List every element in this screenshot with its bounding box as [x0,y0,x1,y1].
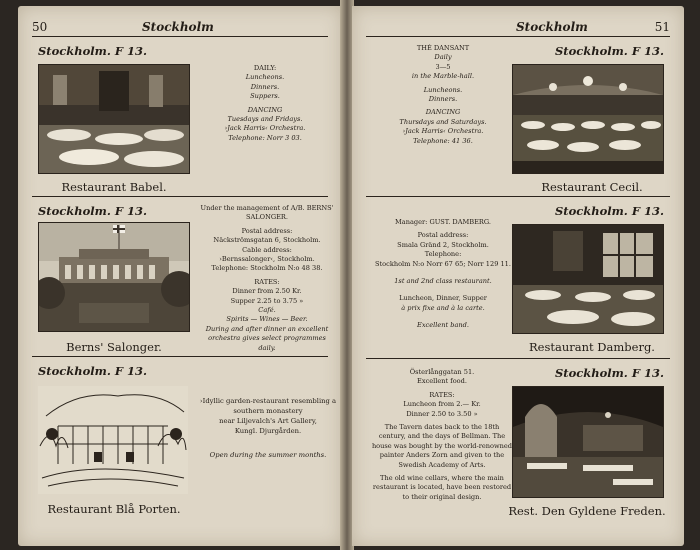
detail-line: Telephone: [424,250,462,259]
detail-line: Spirits — Wines — Beer. [226,315,308,324]
detail-line: Excellent food. [417,377,467,386]
detail-line: Tuesdays and Fridays. [227,115,303,124]
detail-line: Kungl. Djurgården. [234,427,302,435]
detail-line: Supper 2.25 to 3.75 » [230,296,304,305]
detail-line: Suppers. [250,92,280,101]
detail-line: Cable address: [242,245,292,254]
city-label: Stockholm. F 13. [554,204,664,218]
detail-line: near Liljevalch's Art Gallery, [219,417,317,425]
detail-line: SALONGER. [246,213,288,222]
detail-line: DANCING [247,105,283,114]
detail-line: RATES: [429,390,455,399]
detail-line: Manager: GUST. DAMBERG. [395,218,491,226]
restaurant-name: Berns' Salonger. [66,340,162,354]
restaurant-name: Restaurant Damberg. [529,340,655,354]
page-number: 50 [32,20,48,34]
entry-restaurant-bla-porten [32,358,337,520]
restaurant-name: Restaurant Blå Porten. [47,502,181,516]
detail-line: 1st and 2nd class restaurant. [394,277,492,286]
entry-restaurant-damberg [366,198,670,359]
left-page-header [32,20,328,37]
entry-details [202,64,328,143]
entry-details [374,44,512,146]
page-number: 51 [654,20,670,34]
detail-line: Luncheons. [423,85,463,94]
detail-line: restaurant is located, have been restored [372,483,512,492]
detail-line: ›Jack Harris‹ Orchestra. [402,127,484,136]
detail-line: DAILY: [253,64,277,72]
detail-line: century, and the days of Bellman. The [378,432,506,441]
detail-line: Thursdays and Saturdays. [399,117,487,126]
detail-line: Luncheon, Dinner, Supper [399,294,487,303]
detail-line: à prix fixe and à la carte. [401,303,485,312]
detail-line: Under the management of A/B. BERNS' [200,204,334,212]
entry-den-gyldene-freden [366,360,670,522]
detail-line: painter Anders Zorn and given to the [379,451,505,460]
detail-line: daily. [258,343,276,352]
detail-line: orchestra gives select programmes [208,334,326,343]
detail-line: ›Bernssalonger‹, Stockholm. [219,255,315,264]
detail-line: Luncheons. [245,73,285,82]
marble-hall-photo [512,64,664,174]
entry-details [194,204,340,353]
city-label: Stockholm. F 13. [554,366,664,380]
running-head: Stockholm [516,20,588,34]
running-head: Stockholm [142,20,214,34]
detail-line: THÉ DANSANT [416,44,470,52]
detail-line: DANCING [425,108,461,117]
detail-line: Excellent band. [417,321,469,330]
detail-line: The old wine cellars, where the main [380,474,504,483]
restaurant-name: Rest. Den Gyldene Freden. [508,504,666,518]
detail-line: Telephone: Norr 3 03. [228,133,302,142]
dining-hall-photo [38,64,190,174]
detail-line: Österlånggatan 51. [409,368,475,376]
detail-line: Dinner 2.50 to 3.50 » [406,409,478,418]
detail-line: Postal address: [417,231,469,240]
detail-line: 3—5 [435,62,451,71]
detail-line: Dinners. [428,95,458,104]
detail-line: Open during the summer months. [209,451,327,459]
detail-line: Telephone: Stockholm N:o 48 38. [211,264,323,273]
detail-line: Stockholm N:o Norr 67 65; Norr 129 11. [375,259,511,268]
entry-restaurant-babel [32,38,328,197]
entry-details [368,218,518,331]
garden-building-photo [38,222,190,332]
detail-line: Smala Gränd 2, Stockholm. [397,240,489,249]
city-label: Stockholm. F 13. [38,204,148,218]
detail-line: Luncheon from 2.— Kr. [403,400,481,409]
detail-line: During and after dinner an excellent [205,324,329,333]
dining-room-photo [512,224,664,334]
detail-line: in the Marble-hall. [411,72,475,81]
detail-line: Dinners. [250,82,280,91]
city-label: Stockholm. F 13. [38,364,148,378]
wine-cellar-photo [512,386,664,498]
city-label: Stockholm. F 13. [554,44,664,58]
detail-line: RATES: [254,277,280,286]
detail-line: Dinner from 2.50 Kr. [232,287,302,296]
entry-restaurant-cecil [366,38,670,197]
garden-sketch-drawing [38,386,188,494]
detail-line: to their original design. [402,492,482,501]
entry-details [194,396,342,460]
detail-line: ›Jack Harris‹ Orchestra. [224,124,306,133]
detail-line: ›Idyllic garden-restaurant resembling a [199,397,337,405]
detail-line: house was bought by the world-renowned [371,441,513,450]
detail-line: Telephone: 41 36. [413,136,473,145]
detail-line: Swedish Academy of Arts. [398,460,486,469]
right-page [352,6,684,546]
entry-berns-salonger [32,198,334,357]
left-page [18,6,342,546]
right-page-header [366,20,670,37]
detail-line: Café. [258,306,276,315]
detail-line: The Tavern dates back to the 18th [384,423,500,432]
entry-details [368,368,516,502]
detail-line: Daily [434,53,452,62]
restaurant-name: Restaurant Cecil. [541,180,643,194]
detail-line: Näckströmsgatan 6, Stockholm. [213,236,321,245]
restaurant-name: Restaurant Babel. [61,180,167,194]
detail-line: southern monastery [233,407,303,415]
detail-line: Postal address: [241,226,293,235]
city-label: Stockholm. F 13. [38,44,148,58]
